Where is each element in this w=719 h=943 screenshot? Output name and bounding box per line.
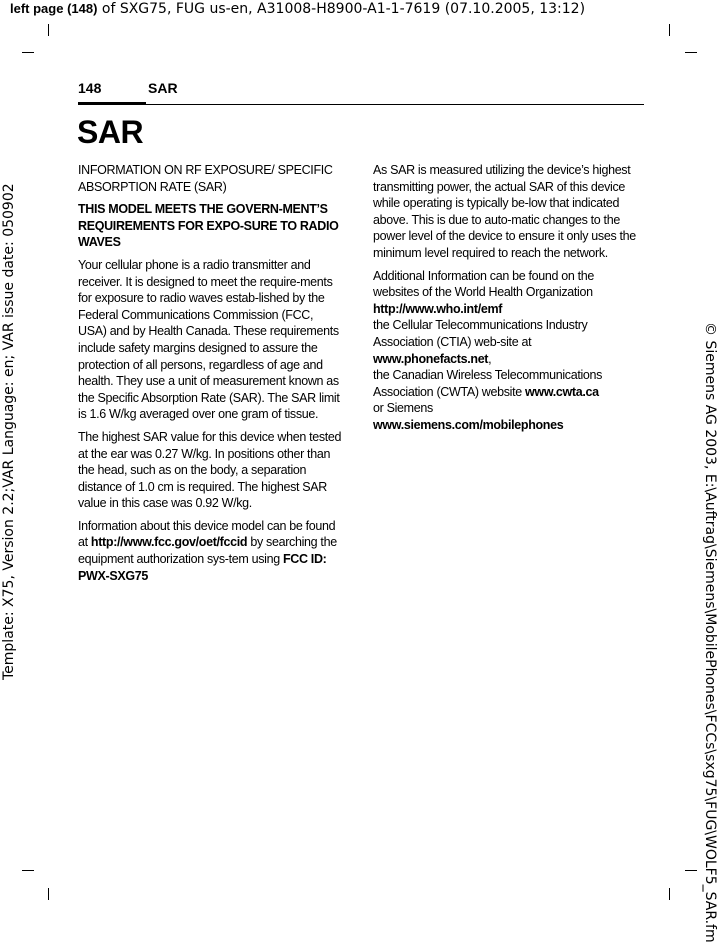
crop-mark — [22, 870, 34, 871]
crop-mark — [685, 870, 697, 871]
sar-measurement-note: As SAR is measured utilizing the device’s highest transmitting power, the actual SAR of this device while operating is typically be-low that indicated above. This is due to auto-matic changes to the power level of the device to ensure it only uses the minimum level required to reach the network. — [373, 162, 636, 260]
template-info: Template: X75, Version 2.2;VAR Language: en; VAR issue date: 050902 — [1, 183, 17, 680]
crop-mark — [48, 888, 49, 900]
crop-mark — [22, 52, 34, 53]
crop-mark — [685, 52, 697, 53]
who-link[interactable]: http://www.who.int/emf — [373, 300, 503, 316]
header-rule — [146, 104, 644, 105]
page-number: 148 — [78, 80, 102, 96]
crop-mark — [48, 24, 49, 36]
sar-explanation: Your cellular phone is a radio transmitter and receiver. It is designed to meet the require-ments for exposure to radio waves estab-lished by the Federal Communications Commission (FCC, USA) and by Health Canada. These requirements include safety margins designed to assure the protection of all persons, regardless of age and health. They use a unit of measurement known as the Specific Absorption Rate (SAR). The SAR limit is 1.6 W/kg averaged over one gram of tissue. — [78, 256, 340, 422]
running-header: SAR — [148, 80, 178, 96]
page-title: SAR — [77, 114, 144, 150]
rf-exposure-heading: INFORMATION ON RF EXPOSURE/ SPECIFIC ABSORPTION RATE (SAR) — [78, 162, 333, 194]
fcc-info-text-2: by searching the equipment authorization sys-tem using — [78, 534, 337, 567]
right-column — [373, 162, 641, 440]
sar-values: The highest SAR value for this device when tested at the ear was 0.27 W/kg. In positions other than the head, such as on the body, a separation distance of 1.0 cm is required. The highest SAR value in this case was 0.92 W/kg. — [78, 428, 342, 511]
fcc-info-text: Information about this device model can be found at — [78, 517, 336, 550]
crop-mark — [669, 24, 670, 36]
print-slug-page: left page (148) — [10, 1, 98, 16]
additional-info-intro: Additional Information can be found on the websites of the World Health Organization — [373, 267, 595, 300]
ctia-link[interactable]: www.phonefacts.net — [373, 350, 489, 366]
copyright-path: © Siemens AG 2003, E:\Auftrag\Siemens\MobilePhones\FCCs\sxg75\FUG\WOLF5_SAR.fm — [702, 322, 718, 943]
fcc-info — [78, 518, 343, 584]
print-slug-detail: of SXG75, FUG us-en, A31008-H8900-A1-1-7619 (07.10.2005, 13:12) — [97, 1, 586, 17]
cwta-link[interactable]: www.cwta.ca — [525, 383, 599, 399]
additional-info: Additional Information can be found on the websites of the World Health Organization http://www.who.int/emf the Cellular Telecommunications Industry Association (CTIA) web-site at www.phonefacts.net, the Canadian Wireless Telecommunications Association (CWTA) website www.cwta.ca or Siemens www.siemens.com/mobilephones — [373, 267, 603, 432]
ctia-text: the Cellular Telecommunications Industry Association (CTIA) web-site at — [373, 317, 588, 349]
siemens-link[interactable]: www.siemens.com/mobilephones — [373, 416, 564, 432]
fcc-id: FCC ID: PWX-SXG75 — [78, 551, 327, 583]
crop-mark — [669, 888, 670, 900]
print-slug — [10, 0, 585, 18]
siemens-text: or Siemens — [373, 400, 433, 416]
left-column — [78, 162, 343, 590]
compliance-statement: THIS MODEL MEETS THE GOVERN-MENT’S REQUIREMENTS FOR EXPO-SURE TO RADIO WAVES — [78, 201, 339, 250]
fcc-link[interactable]: http://www.fcc.gov/oet/fccid — [90, 534, 248, 550]
cwta-text: the Canadian Wireless Telecommunications Association (CWTA) website — [373, 367, 603, 399]
header-rule-thick — [78, 102, 146, 105]
